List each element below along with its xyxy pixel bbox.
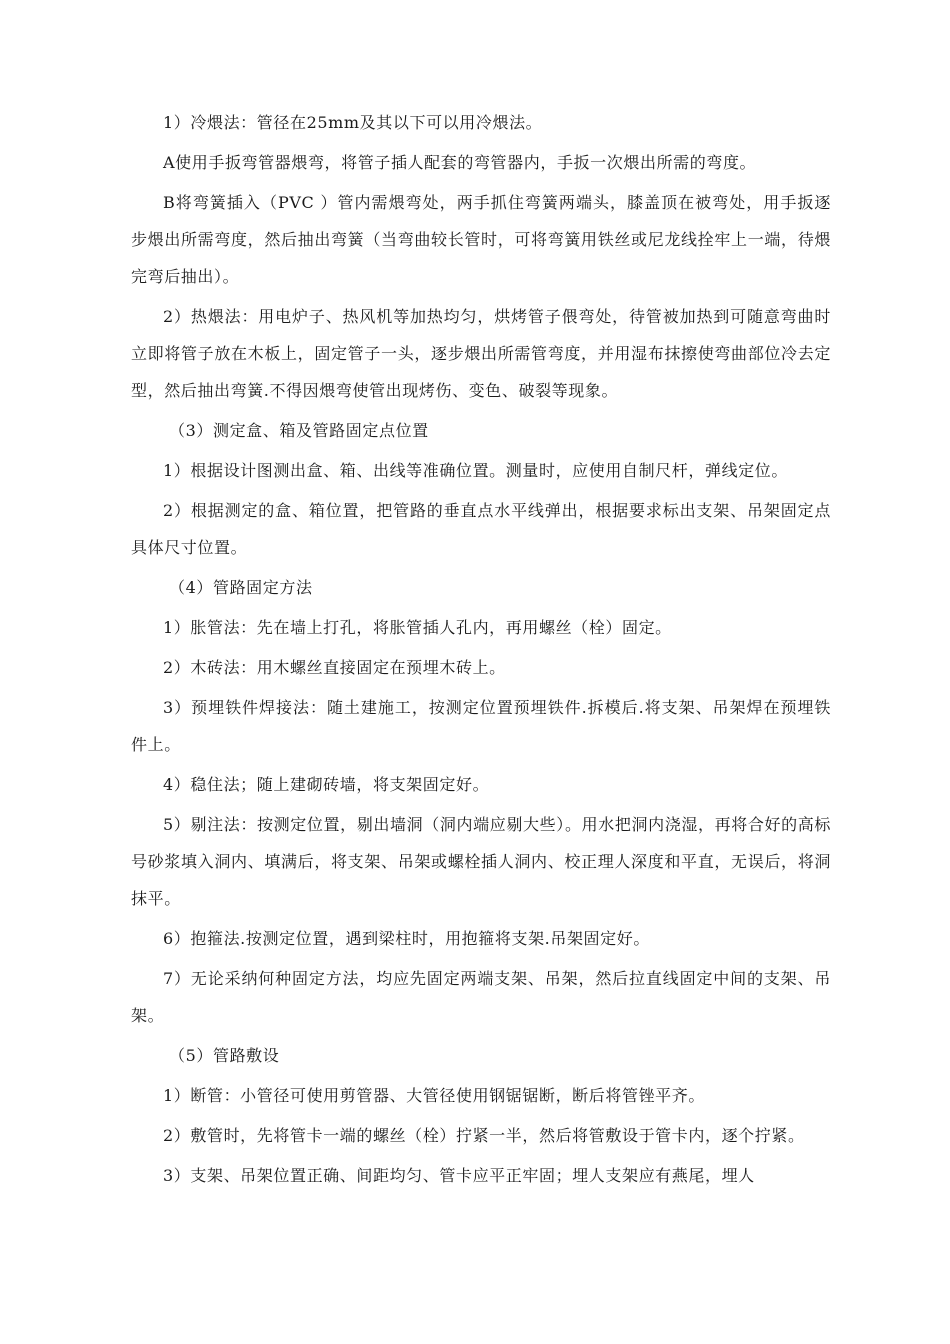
paragraph-fix-3: 3）预埋铁件焊接法：随土建施工，按测定位置预埋铁件.拆模后.将支架、吊架焊在预埋铁件上。 xyxy=(131,698,831,754)
paragraph-fix-4: 4）稳住法；随上建砌砖墙，将支架固定好。 xyxy=(163,775,490,794)
paragraph-lay-3: 3）支架、吊架位置正确、间距均匀、管卡应平正牢固；埋人支架应有燕尾，埋人 xyxy=(163,1166,755,1185)
section-heading-3: （3）测定盒、箱及管路固定点位置 xyxy=(169,421,429,440)
paragraph-fix-5: 5）剔注法：按测定位置，剔出墙洞（洞内端应剔大些）。用水把洞内浇湿，再将合好的高标号砂浆填入洞内、填满后，将支架、吊架或螺栓插人洞内、校正理人深度和平直，无误后，将洞抹平。 xyxy=(131,815,831,908)
paragraph-measure-2: 2）根据测定的盒、箱位置，把管路的垂直点水平线弹出，根据要求标出支架、吊架固定点具体尺寸位置。 xyxy=(131,501,831,557)
paragraph-method-a: A使用手扳弯管器煨弯，将管子插人配套的弯管器内，手扳一次煨出所需的弯度。 xyxy=(163,153,757,172)
document-body xyxy=(131,104,831,1197)
paragraph-fix-6: 6）抱箍法.按测定位置，遇到梁柱时，用抱箍将支架.吊架固定好。 xyxy=(163,929,650,948)
paragraph-cold-bending: 1）冷煨法：管径在25mm及其以下可以用冷煨法。 xyxy=(163,113,543,132)
paragraph-method-b: B将弯簧插入（PVC ）管内需煨弯处，两手抓住弯簧两端头，膝盖顶在被弯处，用手扳逐步煨出所需弯度，然后抽出弯簧（当弯曲较长管时，可将弯簧用铁丝或尼龙线拴牢上一端，待煨完弯后抽出）。 xyxy=(131,193,831,286)
paragraph-lay-1: 1）断管：小管径可使用剪管器、大管径使用钢锯锯断，断后将管锉平齐。 xyxy=(163,1086,705,1105)
section-heading-5: （5）管路敷设 xyxy=(169,1046,280,1065)
paragraph-fix-2: 2）木砖法：用木螺丝直接固定在预埋木砖上。 xyxy=(163,658,506,677)
paragraph-fix-7: 7）无论采纳何种固定方法，均应先固定两端支架、吊架，然后拉直线固定中间的支架、吊架。 xyxy=(131,969,831,1025)
paragraph-fix-1: 1）胀管法：先在墙上打孔，将胀管插人孔内，再用螺丝（栓）固定。 xyxy=(163,618,672,637)
paragraph-measure-1: 1）根据设计图测出盒、箱、出线等准确位置。测量时，应使用自制尺杆，弹线定位。 xyxy=(163,461,788,480)
section-heading-4: （4）管路固定方法 xyxy=(169,578,313,597)
paragraph-lay-2: 2）敷管时，先将管卡一端的螺丝（栓）拧紧一半，然后将管敷设于管卡内，逐个拧紧。 xyxy=(163,1126,805,1145)
paragraph-hot-bending: 2）热煨法：用电炉子、热风机等加热均匀，烘烤管子偎弯处，待管被加热到可随意弯曲时立即将管子放在木板上，固定管子一头，逐步煨出所需管弯度，并用湿布抹擦使弯曲部位冷去定型，然后抽出弯簧.不得因煨弯使管出现烤伤、变色、破裂等现象。 xyxy=(131,307,831,400)
